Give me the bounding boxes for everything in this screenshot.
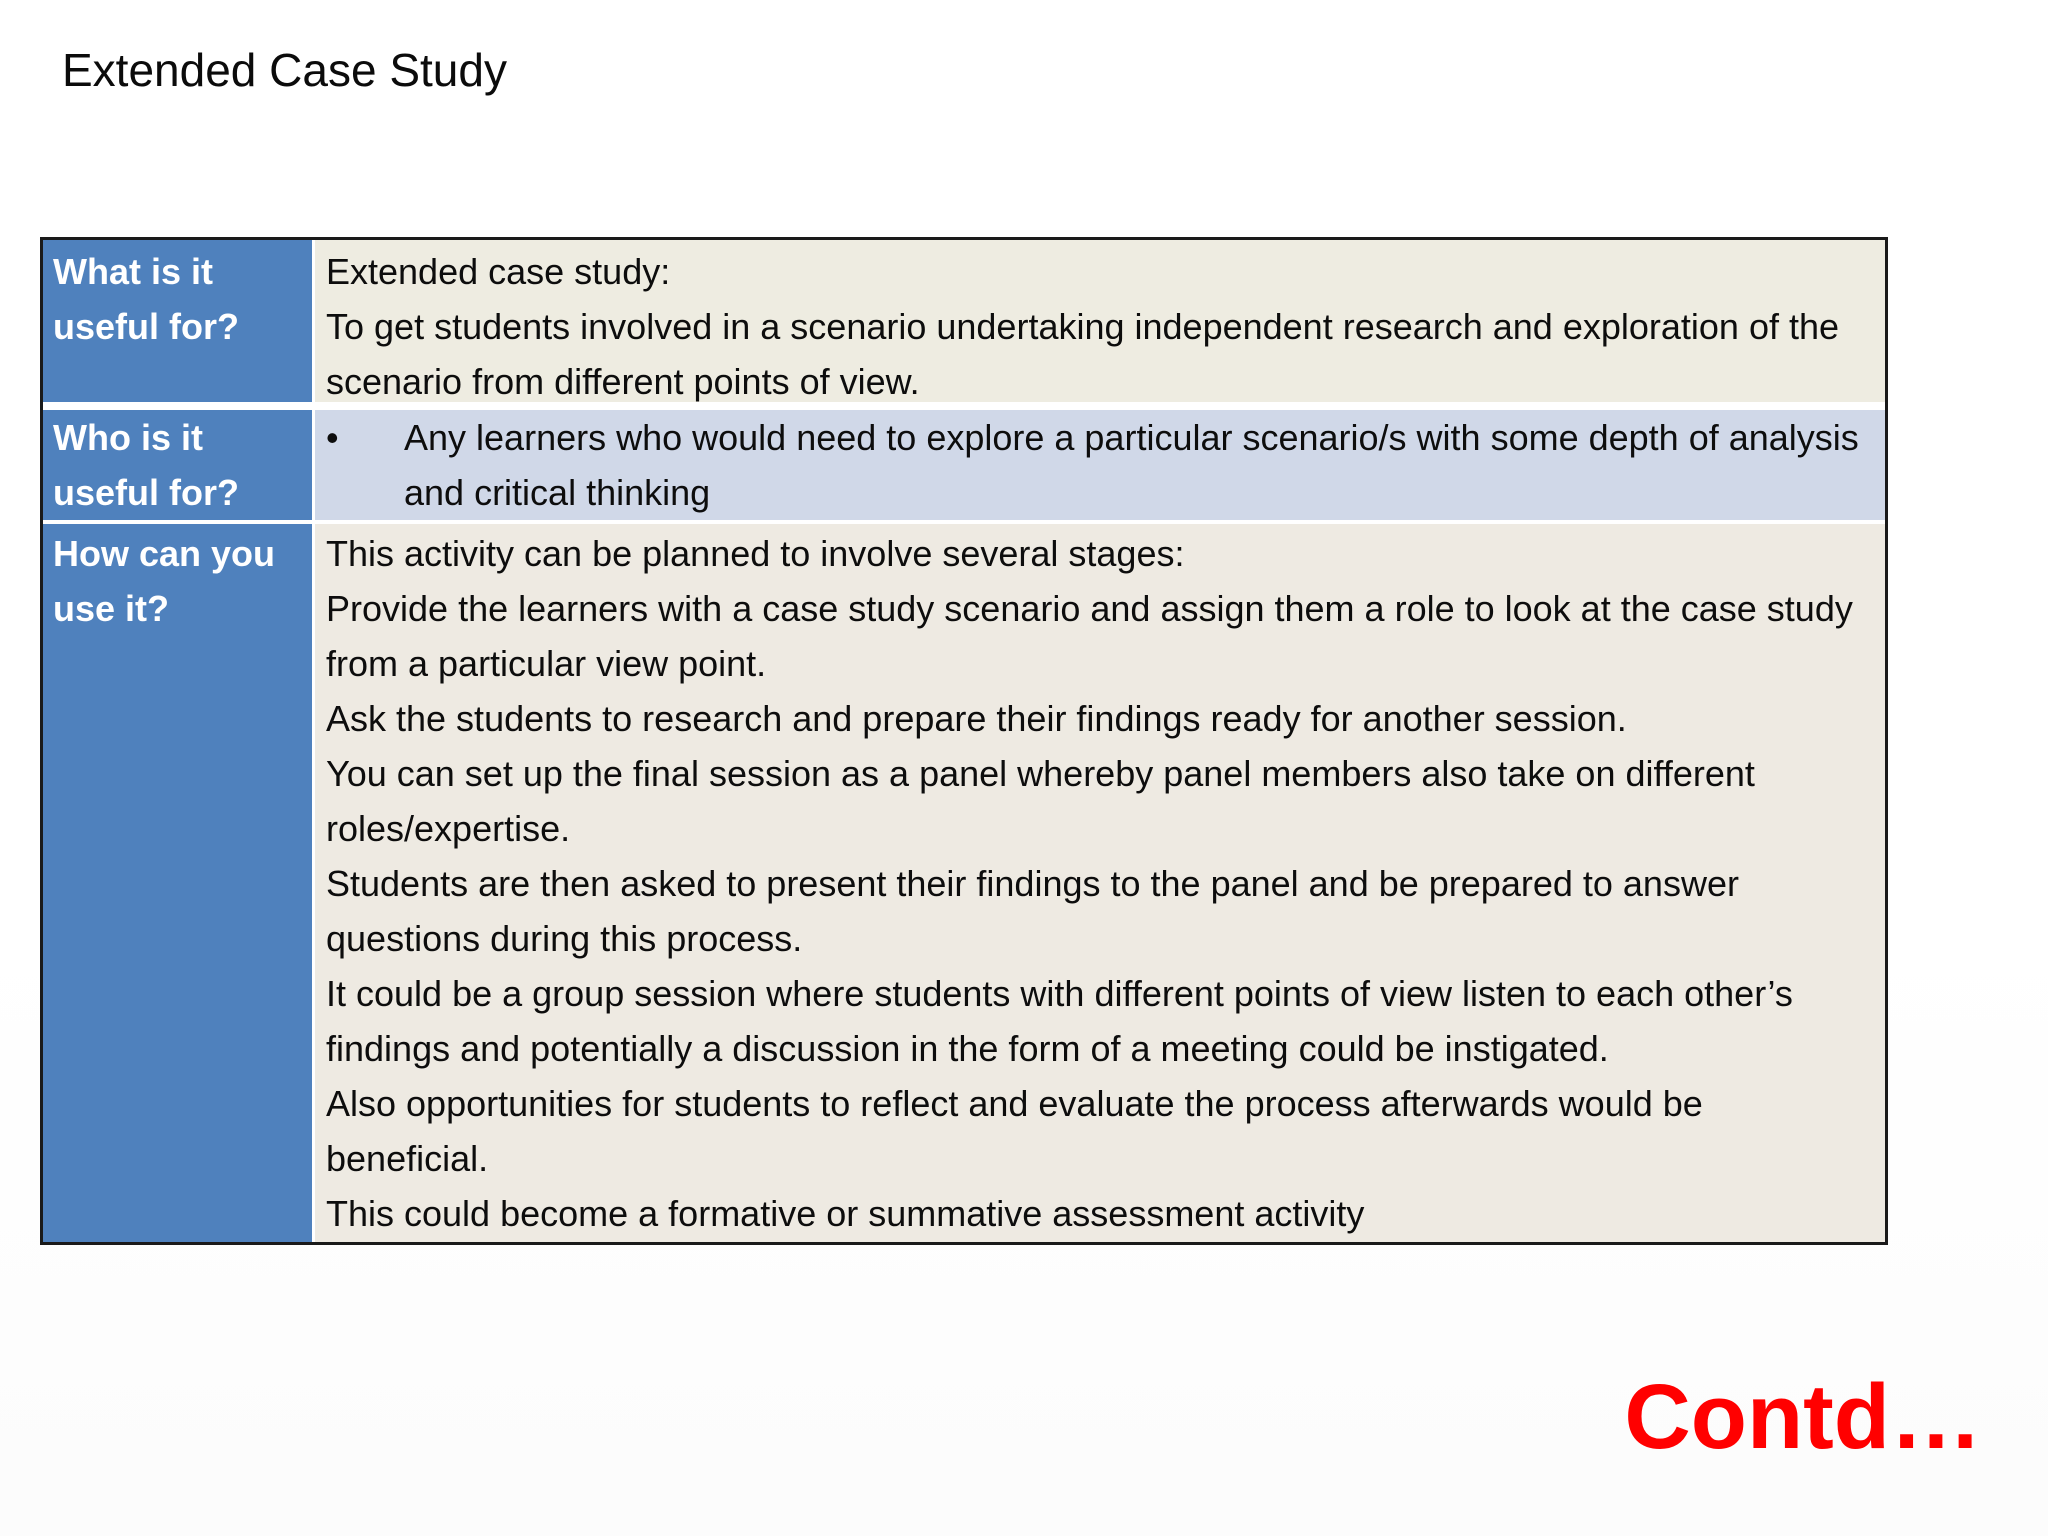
content-line: To get students involved in a scenario undertaking independent research and exploration of the scenario from different points of view. (326, 306, 1840, 402)
continued-label: Contd… (1624, 1366, 1982, 1468)
row-content-how (315, 524, 1885, 1242)
content-line: Extended case study: (326, 251, 671, 292)
row-content-who (315, 410, 1885, 520)
bullet-text: Any learners who would need to explore a particular scenario/s with some depth of analysis and critical thinking (404, 417, 1859, 513)
row-label-what: What is it useful for? (43, 240, 315, 402)
content-line: Provide the learners with a case study scenario and assign them a role to look at the case study from a particular view point. (326, 588, 1853, 684)
list-item (326, 410, 1873, 520)
row-label-who: Who is it useful for? (43, 410, 315, 520)
content-line: Ask the students to research and prepare their findings ready for another session. (326, 698, 1627, 739)
content-line: This activity can be planned to involve several stages: (326, 533, 1185, 574)
row-content-what (315, 240, 1885, 402)
content-line: Students are then asked to present their findings to the panel and be prepared to answer questions during this process. (326, 863, 1739, 959)
slide-title: Extended Case Study (62, 44, 507, 96)
case-study-table (40, 237, 1888, 1245)
bullet-icon: • (326, 417, 339, 458)
row-label-how: How can you use it? (43, 524, 315, 1242)
content-line: It could be a group session where students with different points of view listen to each other’s findings and potentially a discussion in the form of a meeting could be instigated. (326, 973, 1793, 1069)
content-line: Also opportunities for students to reflect and evaluate the process afterwards would be beneficial. (326, 1083, 1703, 1179)
content-line: This could become a formative or summative assessment activity (326, 1193, 1365, 1234)
row-divider (43, 402, 1885, 410)
content-line: You can set up the final session as a panel whereby panel members also take on different roles/expertise. (326, 753, 1755, 849)
